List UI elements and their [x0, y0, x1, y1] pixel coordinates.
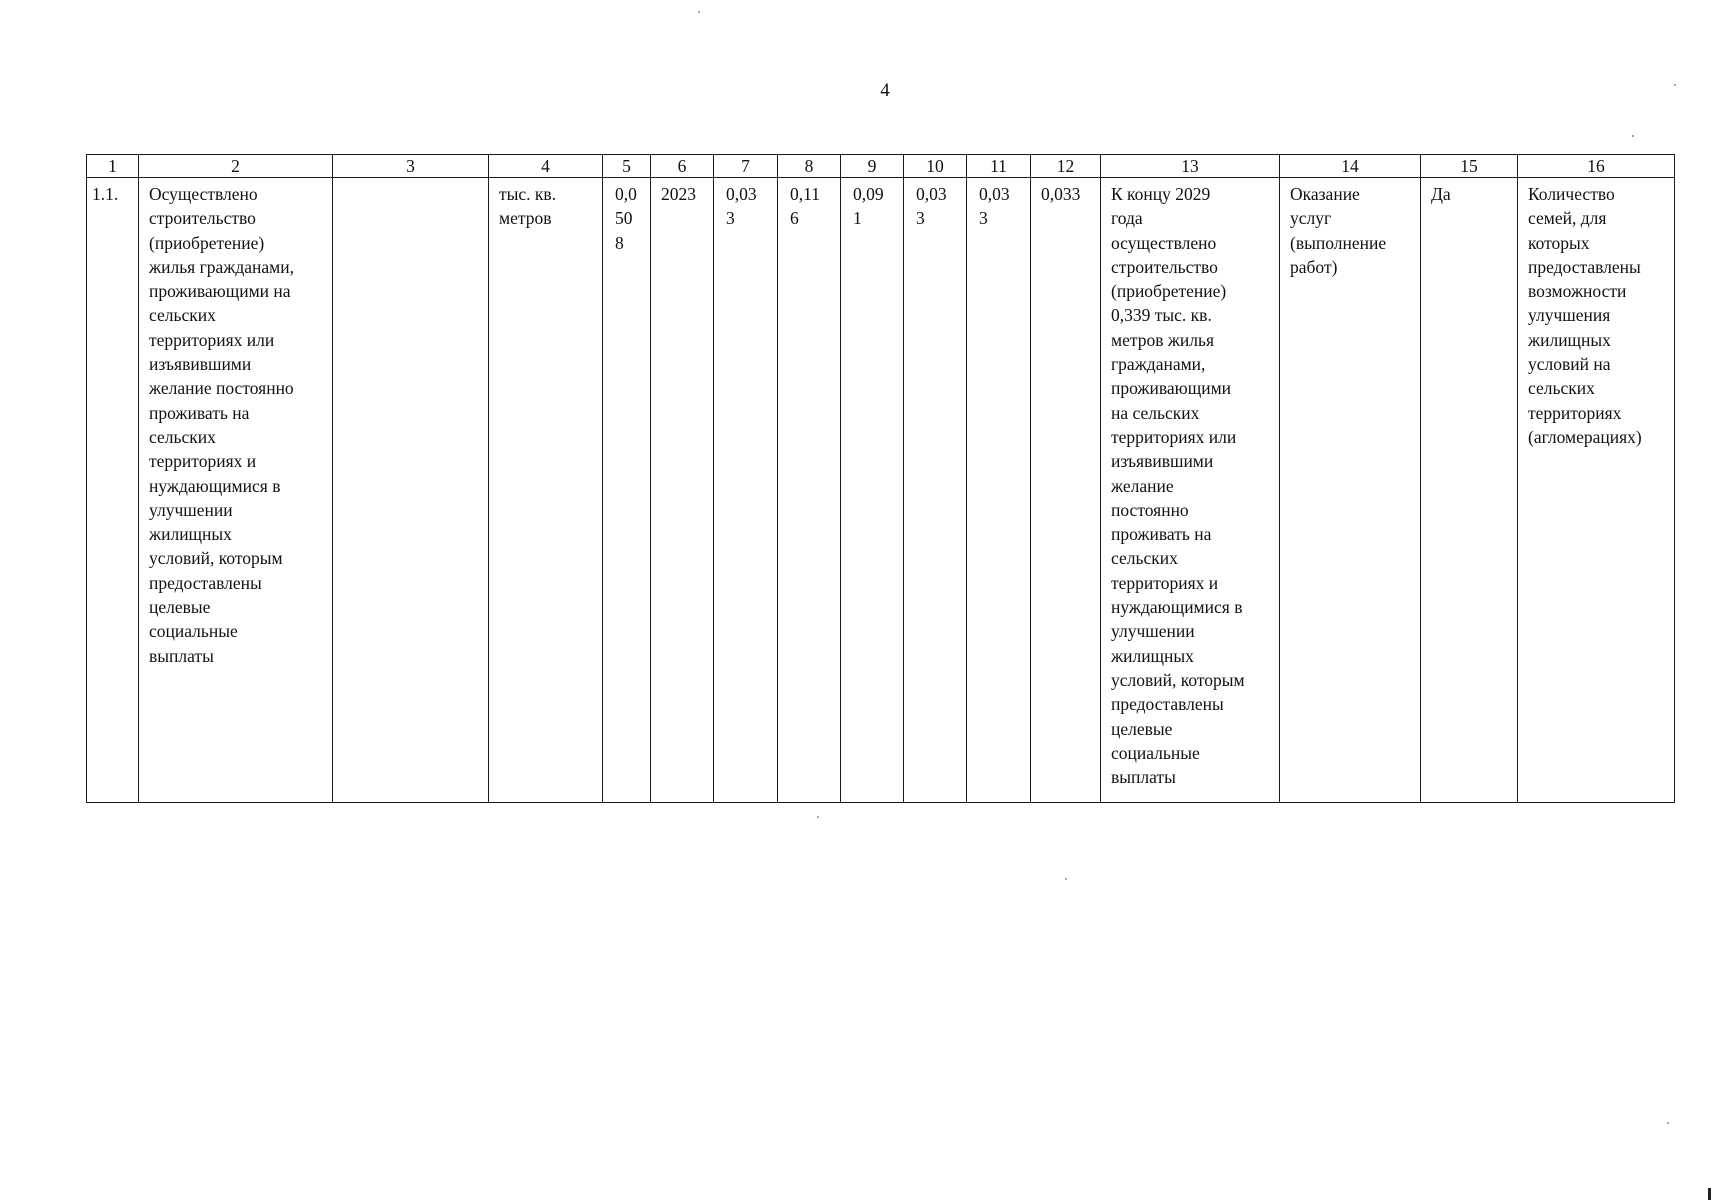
cell-text: 1.1.	[92, 184, 119, 204]
cell-indicator	[1518, 178, 1675, 803]
cell-base-year	[651, 178, 714, 803]
col-header-11: 11	[967, 155, 1031, 178]
cell-text: 0,03 3	[979, 184, 1010, 229]
cell-value-col-9	[841, 178, 904, 803]
cell-text: тыс. кв. метров	[499, 184, 557, 229]
cell-value-col-7	[714, 178, 778, 803]
scan-speck	[698, 11, 700, 13]
cell-item-number	[87, 178, 139, 803]
col-header-6: 6	[651, 155, 714, 178]
col-header-5: 5	[603, 155, 651, 178]
cell-value-col-11	[967, 178, 1031, 803]
cell-base-value	[603, 178, 651, 803]
cell-characteristic	[1101, 178, 1280, 803]
col-header-9: 9	[841, 155, 904, 178]
cell-text: Количество семей, для которых предоставлены возможности улучшения жилищных условий на сельских территориях (агломерациях)	[1528, 184, 1642, 447]
cell-unit	[489, 178, 603, 803]
col-header-14: 14	[1280, 155, 1421, 178]
page-number: 4	[880, 80, 890, 101]
col-header-1: 1	[87, 155, 139, 178]
cell-text: 0,033	[1041, 184, 1081, 204]
scan-speck	[1632, 135, 1634, 137]
cell-text: Да	[1431, 184, 1451, 204]
cell-value-col-12	[1031, 178, 1101, 803]
cell-col-3	[333, 178, 489, 803]
scan-speck	[817, 816, 819, 818]
cell-text: 0,0 50 8	[615, 184, 637, 253]
cell-flag	[1421, 178, 1518, 803]
cell-text: 2023	[661, 184, 696, 204]
col-header-12: 12	[1031, 155, 1101, 178]
scan-speck	[1065, 878, 1067, 880]
indicators-table	[86, 154, 1675, 803]
cell-text: 0,09 1	[853, 184, 884, 229]
cell-text: 0,11 6	[790, 184, 820, 229]
cell-text: 0,03 3	[726, 184, 757, 229]
cell-text: К концу 2029 года осуществлено строительство (приобретение) 0,339 тыс. кв. метров жилья гражданами, проживающими на сельских территориях или изъявившими желание постоянно проживать на сельских территориях и нуждающимися в улучшении жилищных условий, которым предоставлены целевые социальные выплаты	[1111, 184, 1245, 788]
cell-text: Оказание услуг (выполнение работ)	[1290, 184, 1387, 277]
col-header-8: 8	[778, 155, 841, 178]
col-header-7: 7	[714, 155, 778, 178]
scan-speck	[1667, 1122, 1669, 1124]
col-header-15: 15	[1421, 155, 1518, 178]
col-header-16: 16	[1518, 155, 1675, 178]
cell-text: 0,03 3	[916, 184, 947, 229]
cell-value-col-8	[778, 178, 841, 803]
cell-result-type	[1280, 178, 1421, 803]
cell-result-name	[139, 178, 333, 803]
col-header-10: 10	[904, 155, 967, 178]
col-header-3: 3	[333, 155, 489, 178]
col-header-13: 13	[1101, 155, 1280, 178]
cell-value-col-10	[904, 178, 967, 803]
scan-speck	[1674, 84, 1676, 86]
col-header-4: 4	[489, 155, 603, 178]
col-header-2: 2	[139, 155, 333, 178]
header-row	[87, 155, 1675, 178]
table-row	[87, 178, 1675, 803]
cell-text: Осуществлено строительство (приобретение) жилья гражданами, проживающими на сельских территориях или изъявившими желание постоянно проживать на сельских территориях и нуждающимися в улучшении жилищных условий, которым предоставлены целевые социальные выплаты	[149, 184, 294, 666]
